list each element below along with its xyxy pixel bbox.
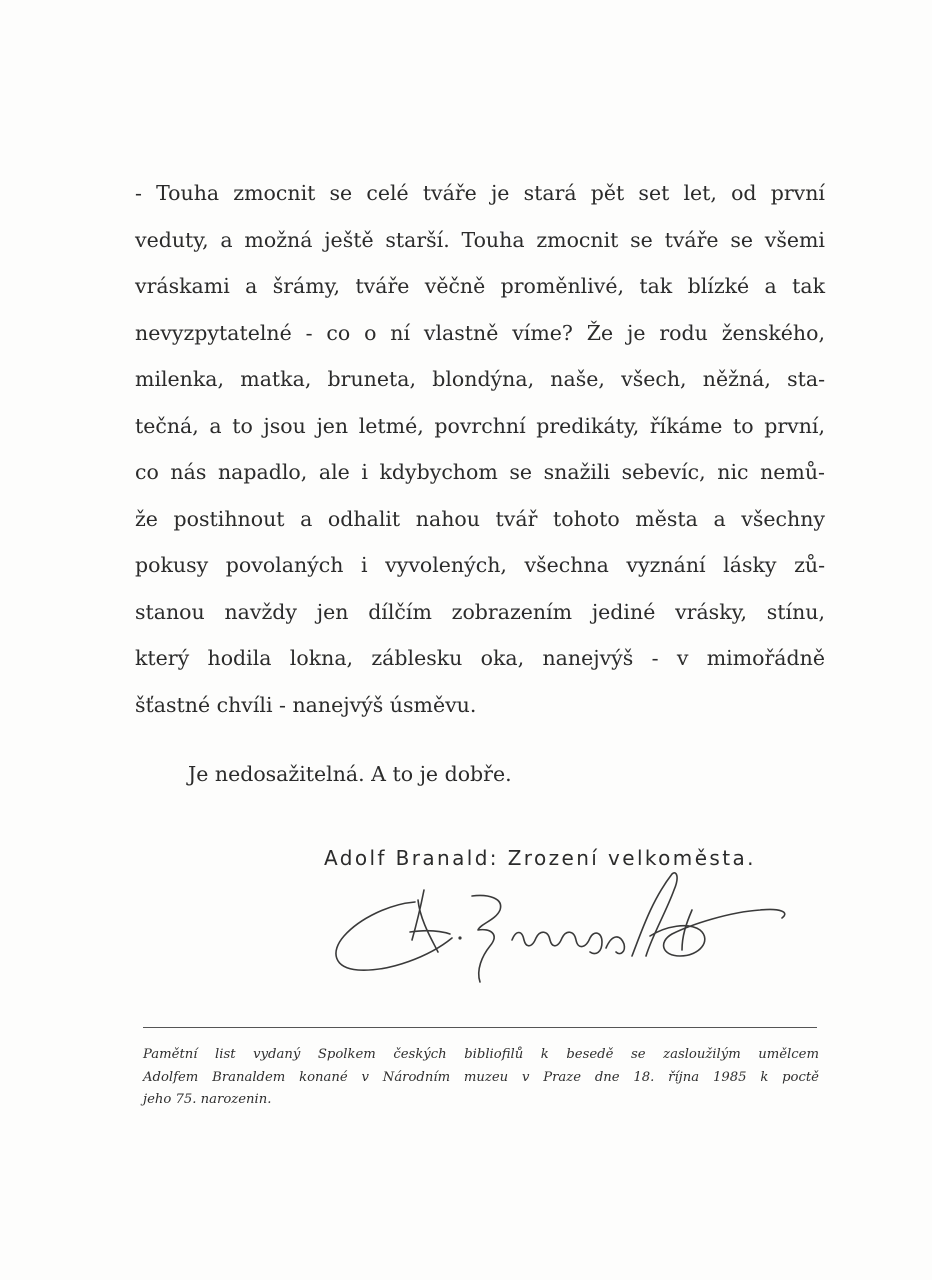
text-line: šťastné chvíli - nanejvýš úsměvu. [135,692,477,717]
text-line: co nás napadlo, ale i kdybychom se snažili sebevíc, nic nemů- [135,460,825,484]
footnote-line: Adolfem Branaldem konané v Národním muzeu v Praze dne 18. října 1985 k poctě [143,1069,819,1085]
handwritten-signature [320,860,820,990]
horizontal-rule [143,1027,817,1028]
text-line: pokusy povolaných i vyvolených, všechna vyznání lásky zů- [135,553,825,577]
text-line: vráskami a šrámy, tváře věčně proměnlivé, tak blízké a tak [135,274,825,298]
text-line: stanou navždy jen dílčím zobrazením jediné vrásky, stínu, [135,599,825,624]
text-line: - Touha zmocnit se celé tváře je stará pět set let, od první [135,181,825,205]
text-line: nevyzpytatelné - co o ní vlastně víme? Že je rodu ženského, [135,320,825,345]
text-line: veduty, a možná ještě starší. Touha zmocnit se tváře se všemi [135,227,825,252]
footnote-line: jeho 75. narozenin. [143,1092,272,1107]
footnote-line: Pamětní list vydaný Spolkem českých bibliofilů k besedě se zasloužilým umělcem [143,1047,819,1062]
attribution: Adolf Branald: Zrození velkoměsta. [324,846,756,870]
closing-line: Je nedosažitelná. A to je dobře. [188,762,512,786]
text-line: tečná, a to jsou jen letmé, povrchní predikáty, říkáme to první, [135,413,825,438]
footnote [143,1044,819,1112]
main-text [135,170,825,728]
text-line: který hodila lokna, záblesku oka, nanejvýš - v mimořádně [135,646,825,670]
text-line: milenka, matka, bruneta, blondýna, naše, všech, něžná, sta- [135,367,825,391]
text-line: že postihnout a odhalit nahou tvář tohoto města a všechny [135,506,825,531]
